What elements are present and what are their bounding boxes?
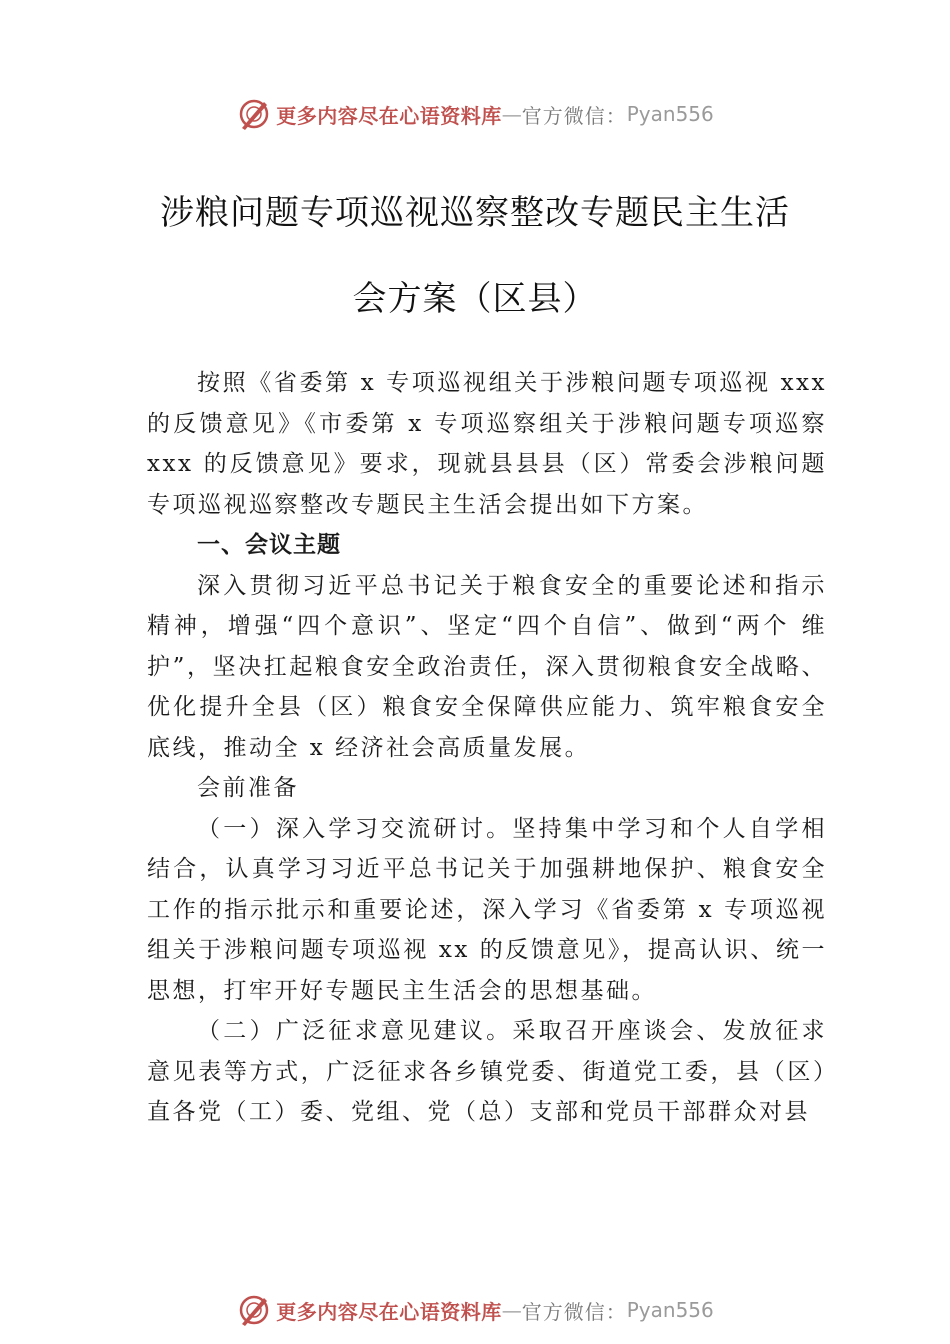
- banner-separator: —: [501, 102, 522, 126]
- document-body: [147, 363, 827, 1133]
- document-title: [0, 170, 950, 342]
- banner-official-label: 官方微信：: [521, 103, 627, 128]
- theme-paragraph: 深入贯彻习近平总书记关于粮食安全的重要论述和指示精神，增强“四个意识”、坚定“四个自信”、做到“两个 维护”，坚决扛起粮食安全政治责任，深入贯彻粮食安全战略、优化提升全县（区）粮食安全保障供应能力、筑牢粮食安全 底线，推动全 x 经济社会高质量发展。: [147, 572, 827, 761]
- prep-paragraph-2: （二）广泛征求意见建议。采取召开座谈会、发放征求意见表等方式，广泛征求各乡镇党委、街道党工委，县（区）直各党（工）委、党组、党（总）支部和党员干部群众对县: [147, 1018, 827, 1125]
- title-line-2: 会方案（区县）: [352, 279, 598, 319]
- banner-wechat-id: Pyan556: [626, 1298, 714, 1322]
- banner-separator: —: [501, 1298, 522, 1322]
- banner-wechat-id: Pyan556: [626, 102, 714, 126]
- section-heading-1: 一、会议主题: [197, 532, 341, 558]
- title-line-1: 涉粮问题专项巡视巡察整改专题民主生活: [160, 193, 790, 233]
- banner-main-text: 更多内容尽在心语资料库: [276, 103, 502, 128]
- banner-official-label: 官方微信：: [521, 1299, 627, 1324]
- section-heading-2: 会前准备: [197, 775, 299, 801]
- pen-logo-icon: [236, 1292, 272, 1328]
- prep-paragraph-1: （一）深入学习交流研讨。坚持集中学习和个人自学相结合，认真学习习近平总书记关于加强耕地保护、粮食安全工作的指示批示和重要论述，深入学习《省委第 x 专项巡视组关于涉粮问题专项巡视 xx 的反馈意见》，提高认识、统一思想，打牢开好专题民主生活会的思想基础。: [147, 815, 827, 1004]
- top-watermark-banner: [0, 94, 950, 134]
- pen-logo-icon: [236, 96, 272, 132]
- bottom-watermark-banner: [0, 1290, 950, 1330]
- banner-main-text: 更多内容尽在心语资料库: [276, 1299, 502, 1324]
- intro-paragraph: 按照《省委第 x 专项巡视组关于涉粮问题专项巡视 xxx 的反馈意见》《市委第 x 专项巡察组关于涉粮问题专项巡察 xxx 的反馈意见》要求，现就县县县（区）常委会涉粮问题专项巡视巡察整改专题民主生活会提出如下方案。: [147, 370, 827, 518]
